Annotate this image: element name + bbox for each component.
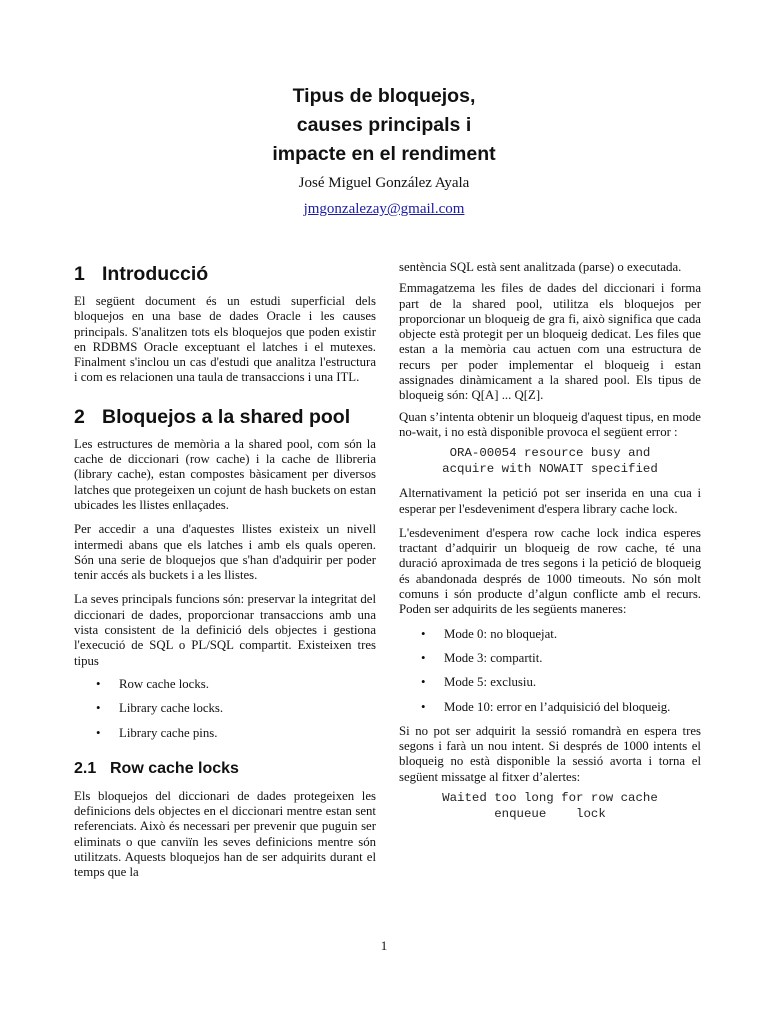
section-1-heading xyxy=(74,263,376,285)
section-number: 2.1 xyxy=(74,759,97,777)
paragraph: L'esdeveniment d'espera row cache lock indica esperes tractant d’adquirir un bloqueig de row cache, té una duració aproximada de tres segons i la petició de bloqueig és abandonada després de 1000 timeouts. No són molt comuns i són producte d’algun conflicte amb el recurs. Poden ser adquirits de les següents maneres: xyxy=(399,525,701,617)
list-item: • Mode 0: no bloquejat. xyxy=(399,627,701,642)
author-email-link[interactable]: jmgonzalezay@gmail.com xyxy=(303,201,465,217)
paragraph: sentència SQL està sent analitzada (parse) o executada. xyxy=(399,260,682,274)
author-name: José Miguel González Ayala xyxy=(298,175,470,191)
document-title-line-2: causes principals i xyxy=(296,114,472,136)
bullet-icon: • xyxy=(96,725,101,740)
lock-types-list xyxy=(74,677,376,741)
paragraph: Si no pot ser adquirit la sessió romandrà en espera tres segons i farà un nou intent. Si després de 1000 intents el bloqueig no està disponible la sessió avorta i torna el següent missatge al fitxer d’alertes: xyxy=(399,723,701,784)
document-title-line-3: impacte en el rendiment xyxy=(272,143,496,165)
paragraph: Les estructures de memòria a la shared pool, com són la cache de diccionari (row cache) i la cache de llibreria (library cache), estan compostes bàsicament per diversos latches que protegeixen un cojunt de hash buckets on estan ubicades les llistes enllaçades. xyxy=(74,436,376,512)
alert-message-code-block: Waited too long for row cache enqueue lock xyxy=(442,791,658,821)
section-2-heading xyxy=(74,406,376,428)
bullet-icon: • xyxy=(421,699,426,714)
section-number: 2 xyxy=(74,405,85,428)
paragraph: Quan s’intenta obtenir un bloqueig d'aquest tipus, en mode no-wait, i no està disponible provoca el següent error : xyxy=(399,409,701,439)
list-item: • Mode 3: compartit. xyxy=(399,651,701,666)
section-2-1-heading xyxy=(74,759,376,779)
section-number: 1 xyxy=(74,263,85,285)
bullet-icon: • xyxy=(421,675,426,690)
list-item: • Mode 10: error en l’adquisició del bloqueig. xyxy=(399,700,701,715)
section-title: Introducció xyxy=(102,263,209,285)
section-title: Bloquejos a la shared pool xyxy=(102,405,351,428)
paragraph: Emmagatzema les files de dades del diccionari i forma part de la shared pool, utilitza els bloquejos per proporcionar un bloqueig de gra fi, això significa que cada objecte està protegit per un bloqueig dedicat. Les files que estan a la memòria cau actuen com una estructura de recurs per poder implementar el bloqueig i estan assignades dinàmicament a la shared pool. Els tipus de bloqueig són: Q[A] ... Q[Z]. xyxy=(399,281,701,403)
list-item: • Library cache pins. xyxy=(74,726,376,741)
bullet-icon: • xyxy=(421,626,426,641)
bullet-icon: • xyxy=(96,676,101,691)
document-header xyxy=(0,82,768,219)
bullet-icon: • xyxy=(421,650,426,665)
paragraph: El següent document és un estudi superficial dels bloquejos en una base de dades Oracle i les causes principals. S'analitzen tots els bloquejos que poden existir en RDBMS Oracle exceptuant el latches i el mutexes. Finalment s'inclou un cas d'estudi que analitza l'estructura i com es relacionen una taula de transaccions i una ITL. xyxy=(74,294,376,385)
paragraph: La seves principals funcions són: preservar la integritat del diccionari de dades, proporcionar transaccions amb una vista consistent de la definició dels objectes i gestiona l'execució de SQL o PL/SQL compartit. Existeixen tres tipus xyxy=(74,592,376,668)
error-code-block: ORA-00054 resource busy and acquire with NOWAIT specified xyxy=(442,446,658,476)
list-item: • Mode 5: exclusiu. xyxy=(399,675,701,690)
list-item: • Library cache locks. xyxy=(74,701,376,716)
right-column xyxy=(399,260,701,831)
page-number: 1 xyxy=(380,938,388,953)
paragraph: Alternativament la petició pot ser inserida en una cua i esperar per l'esdeveniment d'espera library cache lock. xyxy=(399,486,701,516)
bullet-icon: • xyxy=(96,701,101,716)
lock-modes-list xyxy=(399,627,701,715)
paragraph: Per accedir a una d'aquestes llistes existeix un nivell intermedi abans que els latches i amb els quals operen. Són una serie de bloquejos que s'han d'adquirir per poder tenir accés als buckets i a les llistes. xyxy=(74,522,376,583)
list-item: • Row cache locks. xyxy=(74,677,376,692)
left-column xyxy=(74,260,376,890)
document-title-line-1: Tipus de bloquejos, xyxy=(292,85,476,107)
section-title: Row cache locks xyxy=(110,759,239,777)
paragraph: Els bloquejos del diccionari de dades protegeixen les definicions dels objectes en el diccionari mentre estan sent referenciats. Això és necessari per prevenir que puguin ser eliminats o que canviïn les seves definicions mentre són utilitzats. Aquests bloquejos han de ser adquirits durant el temps que la xyxy=(74,788,376,880)
